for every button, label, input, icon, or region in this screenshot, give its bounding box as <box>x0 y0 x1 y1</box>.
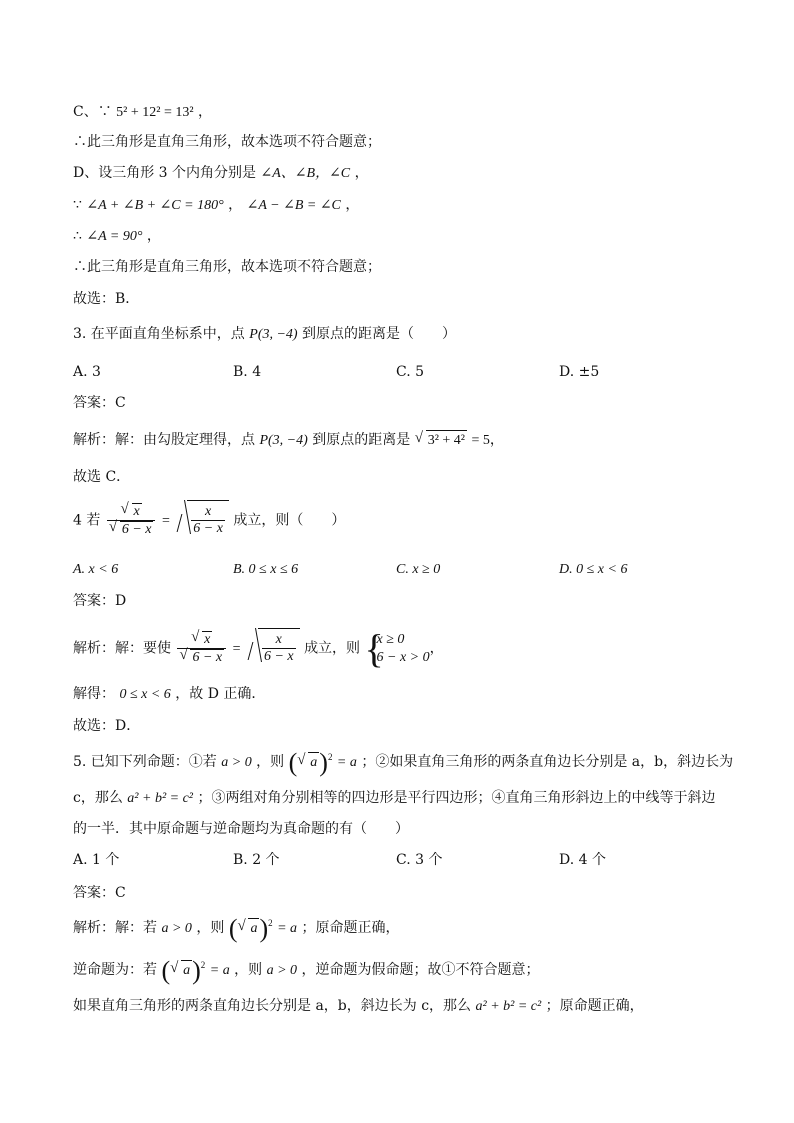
punct: ， <box>429 640 444 657</box>
q3-option-a: A. 3 <box>73 364 101 380</box>
q4-system-1: { x ≥ 0 <box>376 631 405 647</box>
q3-option-c: C. 5 <box>396 364 425 380</box>
c-equation: 5² + 12² = 13² <box>116 105 194 120</box>
q5-a1-sqrt-expr: (√ a)$^2$ <box>229 921 273 936</box>
q3-stem-pre: 3. 在平面直角坐标系中，点 <box>73 326 245 342</box>
q5-a2-sqrt-expr: (√ a)$^2$ <box>161 963 205 978</box>
q4-rhs-num: x <box>191 504 225 521</box>
q4-choose: 故选：D． <box>73 718 141 734</box>
d-setup-line <box>73 163 369 184</box>
q5-line-1 <box>73 747 734 777</box>
q5-l1-cond: a > 0 <box>221 755 252 770</box>
q4-options <box>73 560 733 580</box>
q5-a1-mid: ，则 <box>196 920 225 936</box>
q4-system <box>367 631 430 667</box>
q3-analysis <box>73 430 504 451</box>
q5-a1-rad: a <box>248 918 259 939</box>
angle-a-result: ∠A = 90° <box>86 229 143 244</box>
q5-option-d: D. 4 个 <box>559 852 606 868</box>
frac-denominator <box>177 649 226 666</box>
therefore-symbol: ∴ <box>73 228 82 244</box>
punct: ， <box>345 197 360 213</box>
q5-l1-pre: 5. 已知下列命题：①若 <box>73 754 217 770</box>
q4-stem-post: 成立，则（ ） <box>233 512 346 529</box>
frac-denominator <box>107 521 156 538</box>
q3-choose: 故选 C． <box>73 469 131 485</box>
q5-a3-expr: a² + b² = c² <box>475 999 542 1014</box>
d-label: D、设三角形 3 个内角分别是 <box>73 165 257 181</box>
q5-a2-mid: ，则 <box>234 962 263 978</box>
q3-sqrt <box>416 430 467 451</box>
q5-option-a: A. 1 个 <box>73 852 120 868</box>
q3-eq: = 5 <box>471 433 490 448</box>
q4-lhs-fraction <box>107 503 156 538</box>
q5-a2-rad: a <box>181 960 192 981</box>
q5-answer: 答案：C <box>73 885 126 901</box>
d-result-line <box>73 226 161 247</box>
q4-stem <box>73 500 345 542</box>
because-symbol: ∵ <box>73 197 82 213</box>
q5-l1-eq: = a <box>336 755 357 770</box>
q5-a3-pre: 如果直角三角形的两条直角边长分别是 a，b，斜边长为 c，那么 <box>73 998 472 1014</box>
q4-solve <box>73 684 265 705</box>
q5-a3-post: ；原命题正确， <box>545 998 644 1014</box>
q3-stem-post: 到原点的距离是（ ） <box>302 326 457 342</box>
q5-a1-pre: 解析：解：若 <box>73 920 157 936</box>
angle-sum: ∠A + ∠B + ∠C = 180° <box>86 198 224 213</box>
c-conclusion: ∴此三角形是直角三角形，故本选项不符合题意； <box>73 134 381 150</box>
punct: ， <box>198 104 213 120</box>
q5-l2-expr: a² + b² = c² <box>127 791 193 806</box>
q5-analysis-3 <box>73 996 644 1017</box>
punct: ， <box>228 197 243 213</box>
q4-analysis-rhs <box>245 628 300 669</box>
q4-rhs-den: 6 − x <box>193 521 223 537</box>
angle-difference: ∠A − ∠B = ∠C <box>246 198 341 213</box>
q3-analysis-mid: 到原点的距离是 <box>312 432 411 448</box>
punct: ， <box>489 432 504 448</box>
q4-analysis-post: 成立，则 <box>304 640 361 657</box>
q3-point: P(3, −4) <box>249 327 298 342</box>
q4-solve-pre: 解得： <box>73 686 115 702</box>
d-conclusion: ∴此三角形是直角三角形，故本选项不符合题意； <box>73 259 381 275</box>
c-label: C、∵ <box>73 104 112 120</box>
q3-option-d: D. ±5 <box>559 364 600 380</box>
q4-solve-post: ，故 D 正确． <box>175 686 266 702</box>
q5-a2-post: ，逆命题为假命题；故①不符合题意； <box>301 962 540 978</box>
punct: ， <box>354 165 369 181</box>
q4-answer: 答案：D <box>73 593 127 609</box>
q4-eq: = <box>161 513 170 529</box>
q4-analysis-lhs <box>177 631 226 666</box>
q5-a1-post: ；原命题正确， <box>301 920 400 936</box>
q3-analysis-pre: 解析：解：由勾股定理得，点 <box>73 432 255 448</box>
q4-analysis-lhs-num: x <box>204 632 211 647</box>
q4-num: 4 若 <box>73 512 101 529</box>
q4-solve-expr: 0 ≤ x < 6 <box>119 687 171 702</box>
q5-a2-cond: a > 0 <box>266 963 298 978</box>
q3-stem <box>73 324 456 345</box>
q4-option-c: C. x ≥ 0 <box>396 562 441 577</box>
q5-l1-rad: a <box>308 752 319 773</box>
q5-l2-pre: c，那么 <box>73 790 123 806</box>
q4-system-2: 6 − x > 0 <box>376 649 430 665</box>
q5-option-b: B. 2 个 <box>233 852 280 868</box>
q4-analysis-lhs-den: 6 − x <box>192 650 223 665</box>
q5-a2-pre: 逆命题为：若 <box>73 962 157 978</box>
q5-a2-eq: = a <box>209 963 230 978</box>
q5-line-3: 的一半．其中原命题与逆命题均为真命题的有（ ） <box>73 821 409 837</box>
q3-option-b: B. 4 <box>233 364 262 380</box>
punct: ， <box>146 228 161 244</box>
q5-analysis-1 <box>73 913 400 943</box>
q4-lhs-den: 6 − x <box>121 522 152 537</box>
q5-l2-post: ；③两组对角分别相等的四边形是平行四边形；④直角三角形斜边上的中线等于斜边 <box>197 790 716 806</box>
q3-options <box>73 362 733 382</box>
q5-a1-eq: = a <box>277 921 298 936</box>
q4-option-d: D. 0 ≤ x < 6 <box>559 562 628 577</box>
c-reason-line <box>73 102 212 123</box>
q4-option-a: A. x < 6 <box>73 562 119 577</box>
q5-analysis-2 <box>73 955 540 985</box>
q4-option-b: B. 0 ≤ x ≤ 6 <box>233 562 299 577</box>
q4-analysis-rhs-num: x <box>262 632 296 649</box>
choose-b: 故选：B． <box>73 291 140 307</box>
q5-line-2 <box>73 788 715 809</box>
q4-analysis <box>73 628 444 670</box>
d-angles: ∠A、∠B，∠C <box>260 166 351 181</box>
q3-answer: 答案：C <box>73 395 126 411</box>
d-condition-line <box>73 195 359 216</box>
q5-l1-post: ；②如果直角三角形的两条直角边长分别是 a，b，斜边长为 <box>361 754 734 770</box>
q4-rhs-sqrt <box>174 500 229 541</box>
q5-a1-cond: a > 0 <box>161 921 192 936</box>
q4-analysis-rhs-den: 6 − x <box>263 649 294 665</box>
q5-l1-sqrt-expr: (√ a)$^2$ <box>289 755 333 770</box>
q3-radicand: 3² + 4² <box>426 430 467 451</box>
q4-analysis-eq: = <box>232 641 241 657</box>
q4-analysis-pre: 解析：解：要使 <box>73 640 171 657</box>
q5-l1-mid: ，则 <box>256 754 285 770</box>
q5-options <box>73 850 733 870</box>
q3-analysis-point: P(3, −4) <box>259 433 308 448</box>
q5-option-c: C. 3 个 <box>396 852 443 868</box>
q4-lhs-num: x <box>133 504 140 519</box>
